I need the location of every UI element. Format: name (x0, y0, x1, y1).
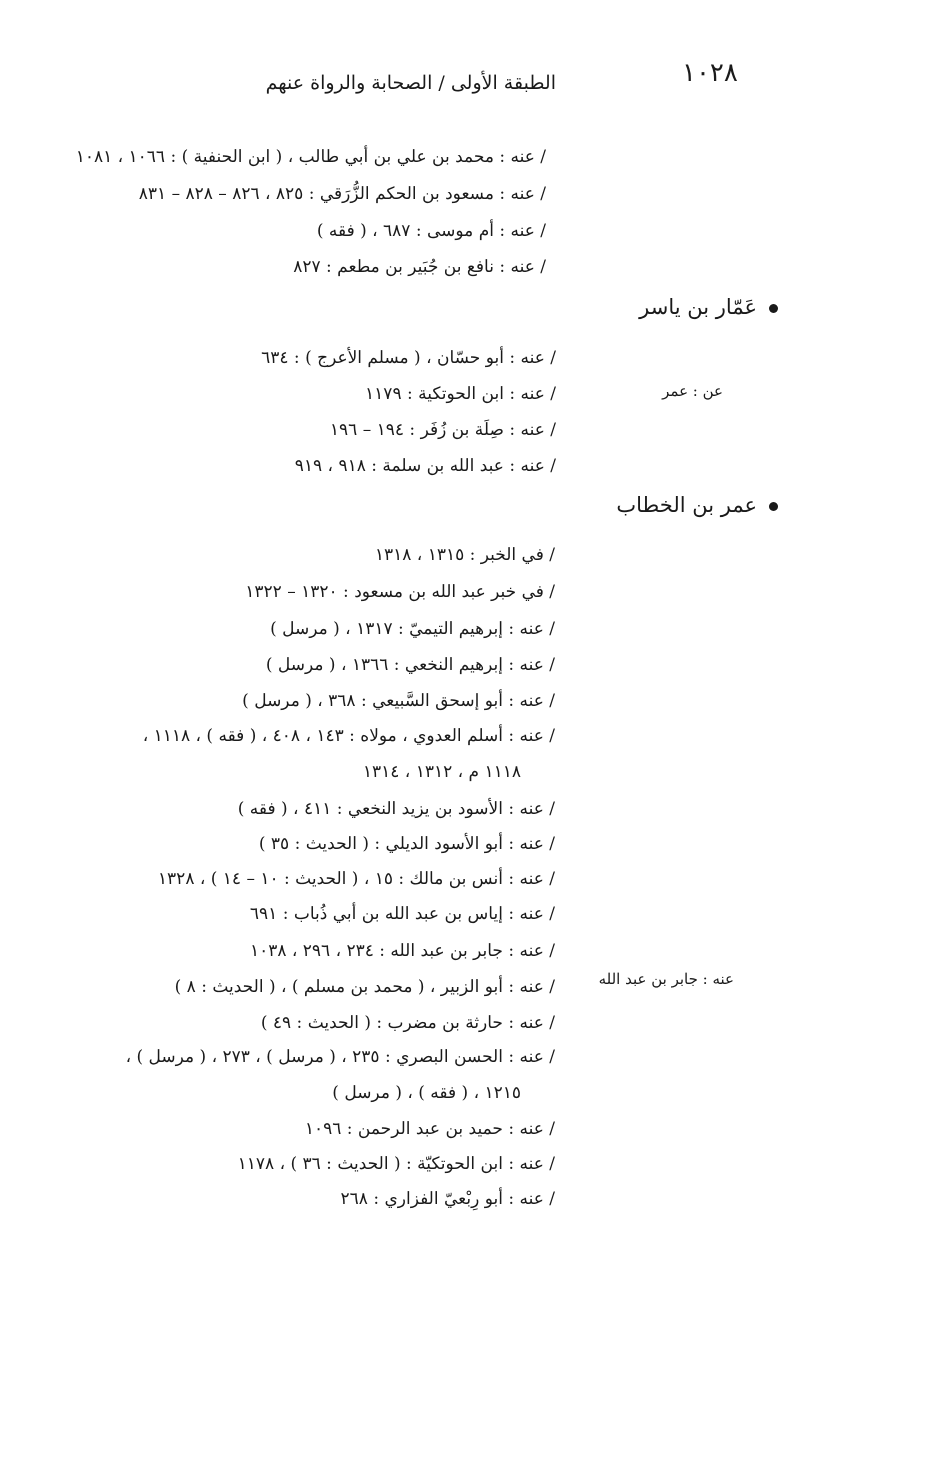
entry-line: / عنه : أسلم العدوي ، مولاه : ١٤٣ ، ٤٠٨ ، ( فقه ) ، ١١١٨ ، (142, 726, 555, 746)
entry-line: / في الخبر : ١٣١٥ ، ١٣١٨ (374, 545, 555, 565)
entry-line: / عنه : مسعود بن الحكم الزُّرَقي : ٨٢٥ ، ٨٢٦ – ٨٢٨ – ٨٣١ (138, 184, 546, 204)
entry-line: / عنه : إياس بن عبد الله بن أبي ذُباب : ٦٩١ (249, 904, 555, 924)
entry-line: / عنه : أبو إسحق السَّبيعي : ٣٦٨ ، ( مرسل ) (242, 691, 555, 711)
entry-line: / عنه : حميد بن عبد الرحمن : ١٠٩٦ (304, 1119, 555, 1139)
entry-line: / عنه : جابر بن عبد الله : ٢٣٤ ، ٢٩٦ ، ١٠٣٨ (249, 941, 555, 961)
margin-note: عنه : جابر بن عبد الله (598, 970, 734, 988)
section-heading-umar (616, 493, 778, 517)
entry-line: / عنه : الحسن البصري : ٢٣٥ ، ( مرسل ) ، ٢٧٣ ، ( مرسل ) ، (125, 1047, 555, 1067)
entry-line: / عنه : أبو حسّان ، ( مسلم الأعرج ) : ٦٣٤ (261, 348, 556, 368)
entry-line: / عنه : صِلَة بن زُفَر : ١٩٤ – ١٩٦ (329, 420, 556, 440)
entry-line: / عنه : أبو رِبْعيّ الفزاري : ٢٦٨ (340, 1189, 555, 1209)
entry-line: / عنه : أبو الأسود الديلي : ( الحديث : ٣٥ ) (258, 834, 555, 854)
entry-line: / عنه : أبو الزبير ، ( محمد بن مسلم ) ، ( الحديث : ٨ ) (174, 977, 555, 997)
entry-line: / في خبر عبد الله بن مسعود : ١٣٢٠ – ١٣٢٢ (245, 582, 555, 602)
running-head: الطبقة الأولى / الصحابة والرواة عنهم (265, 72, 556, 94)
entry-line: / عنه : إبرهيم النخعي : ١٣٦٦ ، ( مرسل ) (265, 655, 555, 675)
section-heading-ammar (639, 295, 778, 319)
entry-line: / عنه : أنس بن مالك : ١٥ ، ( الحديث : ١٠ – ١٤ ) ، ١٣٢٨ (157, 869, 555, 889)
entry-line-continuation: ١٢١٥ ، ( فقه ) ، ( مرسل ) (332, 1083, 521, 1103)
bullet-icon (769, 502, 778, 511)
entry-line: / عنه : محمد بن علي بن أبي طالب ، ( ابن الحنفية ) : ١٠٦٦ ، ١٠٨١ (75, 147, 546, 167)
entry-line: / عنه : إبرهيم التيميّ : ١٣١٧ ، ( مرسل ) (270, 619, 555, 639)
page-number: ١٠٢٨ (682, 58, 738, 88)
entry-line: / عنه : عبد الله بن سلمة : ٩١٨ ، ٩١٩ (294, 456, 556, 476)
entry-line: / عنه : أم موسى : ٦٨٧ ، ( فقه ) (316, 221, 546, 241)
entry-line: / عنه : نافع بن جُبَير بن مطعم : ٨٢٧ (293, 257, 546, 277)
entry-line: / عنه : حارثة بن مضرب : ( الحديث : ٤٩ ) (260, 1013, 555, 1033)
margin-note: عن : عمر (662, 382, 723, 400)
entry-line: / عنه : ابن الحوتكية : ١١٧٩ (365, 384, 556, 404)
heading-text: عَمّار بن ياسر (639, 295, 757, 319)
entry-line-continuation: ١١١٨ م ، ١٣١٢ ، ١٣١٤ (362, 762, 521, 782)
heading-text: عمر بن الخطاب (616, 493, 757, 517)
entry-line: / عنه : الأسود بن يزيد النخعي : ٤١١ ، ( فقه ) (237, 799, 555, 819)
entry-line: / عنه : ابن الحوتكيّة : ( الحديث : ٣٦ ) ، ١١٧٨ (237, 1154, 555, 1174)
bullet-icon (769, 304, 778, 313)
